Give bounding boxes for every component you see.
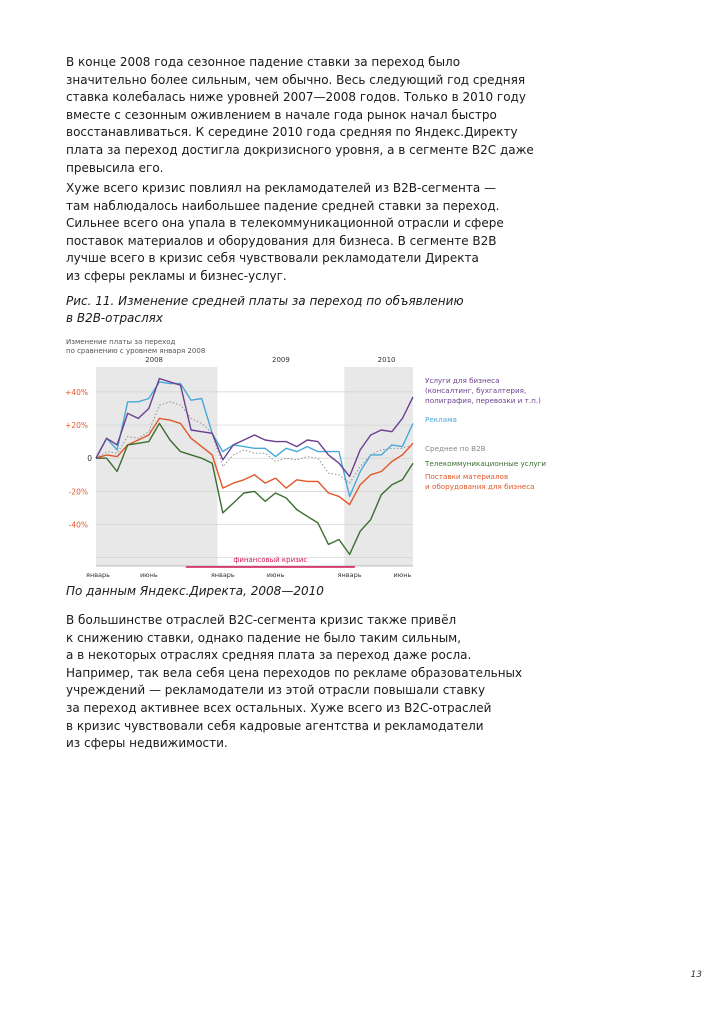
x-tick-label: январь <box>210 571 235 579</box>
y-tick-label: +20% <box>65 421 88 431</box>
text-line: значительно более сильным, чем обычно. Весь следующий год средняя <box>66 72 526 87</box>
y-tick-label: -40% <box>68 520 88 530</box>
text-line: поставок материалов и оборудования для бизнеса. В сегменте B2B <box>66 233 497 248</box>
y-axis-label: Изменение платы за переход <box>66 338 176 346</box>
year-label: 2009 <box>272 356 290 364</box>
y-tick-label: 0 <box>87 454 92 464</box>
legend-entry: Среднее по B2B <box>425 444 486 453</box>
text-line: а в некоторых отраслях средняя плата за переход даже росла. <box>66 648 472 663</box>
text-line: превысила его. <box>66 160 164 175</box>
text-line: к снижению ставки, однако падение не было таким сильным, <box>66 630 462 645</box>
figure-title-line: в B2B-отраслях <box>66 311 163 325</box>
text-line: в кризис чувствовали себя кадровые агентства и рекламодатели <box>66 718 484 733</box>
crisis-label: финансовый кризис <box>233 556 308 564</box>
text-line: там наблюдалось наибольшее падение средней ставки за переход. <box>66 198 500 213</box>
y-axis-label: по сравнению с уровнем января 2008 <box>66 347 206 355</box>
legend-entry: Поставки материалов <box>425 472 509 481</box>
text-line: за переход активнее всех остальных. Хуже всего из B2C-отраслей <box>66 700 492 715</box>
x-tick-label: январь <box>337 571 362 579</box>
legend-entry: полиграфия, перевозки и т.п.) <box>425 396 541 405</box>
text-line: из сферы недвижимости. <box>66 736 228 751</box>
text-line: В большинстве отраслей B2C-сегмента кризис также привёл <box>66 613 457 627</box>
figure-title-line: Рис. 11. Изменение средней платы за переход по объявлению <box>66 294 464 308</box>
text-line: ставка колебалась ниже уровней 2007—2008 годов. Только в 2010 году <box>66 90 526 105</box>
x-tick-label: июнь <box>393 571 412 579</box>
text-line: В конце 2008 года сезонное падение ставки за переход было <box>66 55 461 69</box>
text-line: Например, так вела себя цена переходов по рекламе образовательных <box>66 665 523 680</box>
text-line: плата за переход достигла докризисного уровня, а в сегменте B2C даже <box>66 142 534 157</box>
x-tick-label: июнь <box>139 571 158 579</box>
x-tick-label: июнь <box>266 571 285 579</box>
text-line: вместе с сезонным оживлением в начале года рынок начал быстро <box>66 107 497 122</box>
text-line: лучше всего в кризис себя чувствовали рекламодатели Директа <box>66 251 479 266</box>
text-line: Хуже всего кризис повлиял на рекламодателей из B2B-сегмента — <box>66 181 497 195</box>
y-tick-label: -20% <box>68 487 88 497</box>
legend-entry: Услуги для бизнеса <box>425 376 500 385</box>
legend-entry: Реклама <box>425 415 457 424</box>
x-tick-label: январь <box>86 571 110 579</box>
text-line: Сильнее всего она упала в телекоммуникационной отрасли и сфере <box>66 216 504 231</box>
year-label: 2010 <box>377 356 396 364</box>
page-number: 13 <box>690 970 702 980</box>
paragraph-b2c-impact <box>66 612 523 753</box>
text-line: учреждений — рекламодатели из этой отрасли повышали ставку <box>66 683 486 698</box>
legend-entry: (консалтинг, бухгалтерия, <box>425 386 527 395</box>
year-label: 2008 <box>145 356 164 364</box>
figure-source: По данным Яндекс.Директа, 2008—2010 <box>66 584 324 598</box>
legend-entry: Телекоммуникационные услуги <box>425 459 547 468</box>
text-line: из сферы рекламы и бизнес-услуг. <box>66 268 287 283</box>
y-tick-label: +40% <box>65 387 88 397</box>
shaded-band <box>96 367 218 566</box>
shaded-band <box>344 367 413 566</box>
text-line: восстанавливаться. К середине 2010 года средняя по Яндекс.Директу <box>66 125 518 140</box>
legend-entry: и оборудования для бизнеса <box>425 482 535 491</box>
